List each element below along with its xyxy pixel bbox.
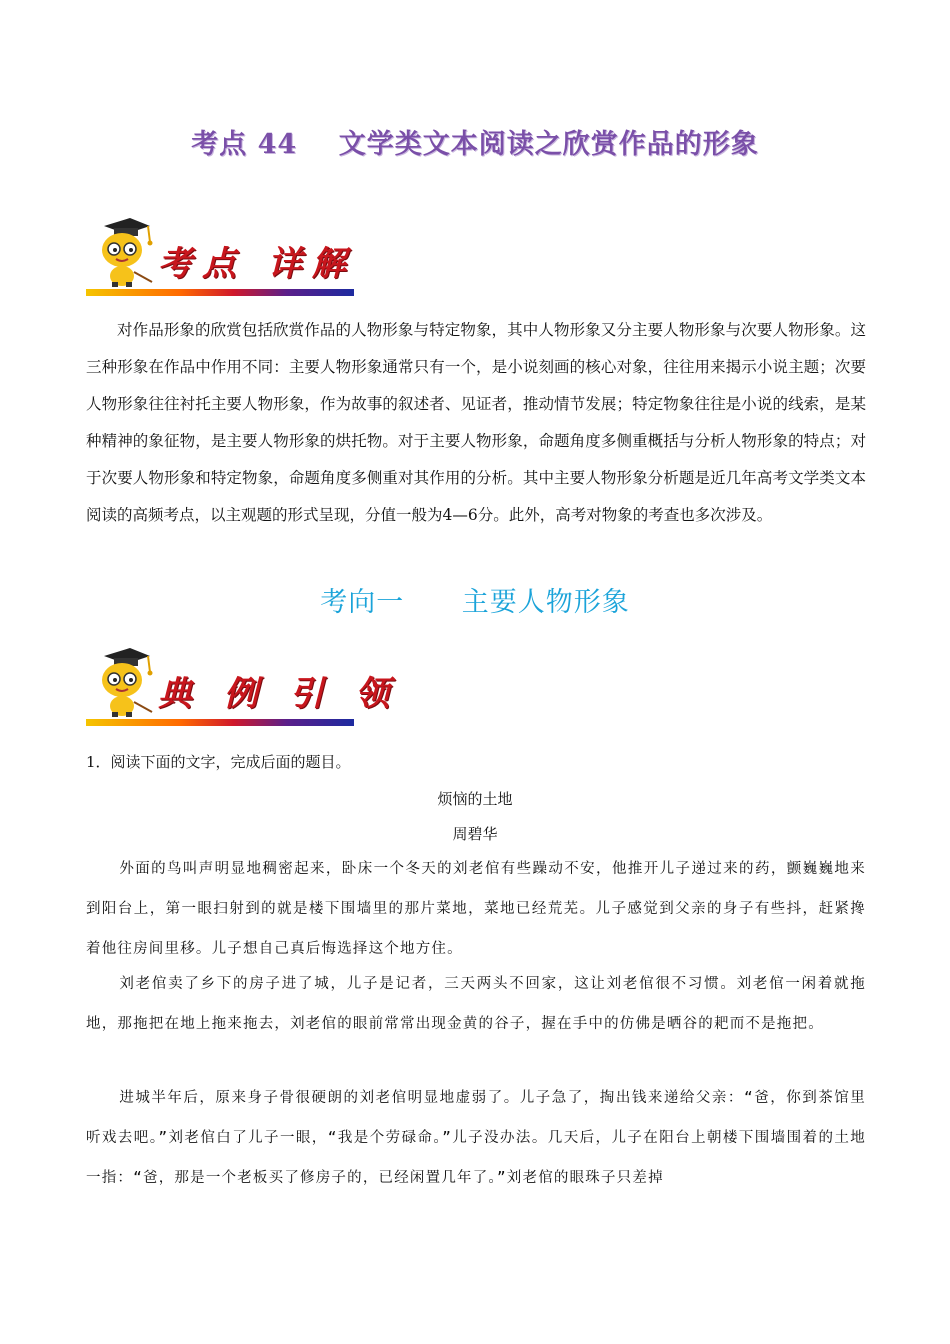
banner-label: 考点 详解 [158, 244, 356, 284]
banner-kaodian-xiangjie [86, 216, 356, 296]
banner-dianli-yinling [86, 646, 400, 726]
banner-label: 典 例 引 领 [158, 674, 400, 714]
story-title: 烦恼的土地 [437, 790, 513, 808]
story-author: 周碧华 [452, 825, 498, 843]
story-paragraph: 进城半年后，原来身子骨很硬朗的刘老倌明显地虚弱了。儿子急了，掏出钱来递给父亲：“爸，你到茶馆里听戏去吧。”刘老倌白了儿子一眼，“我是个劳碌命。”儿子没办法。几天后，儿子在阳台上朝楼下围墙围着的土地一指：“爸，那是一个老板买了修房子的，已经闲置几年了。”刘老倌的眼珠子只差掉 [86, 1090, 866, 1186]
intro-paragraph: 对作品形象的欣赏包括欣赏作品的人物形象与特定物象，其中人物形象又分主要人物形象与次要人物形象。这三种形象在作品中作用不同：主要人物形象通常只有一个，是小说刻画的核心对象，往往用来揭示小说主题；次要人物形象往往衬托主要人物形象，作为故事的叙述者、见证者，推动情节发展；特定物象往往是小说的线索，是某种精神的象征物，是主要人物形象的烘托物。对于主要人物形象，命题角度多侧重概括与分析人物形象的特点；对于次要人物形象和特定物象，命题角度多侧重对其作用的分析。其中主要人物形象分析题是近几年高考文学类文本阅读的高频考点，以主观题的形式呈现，分值一般为4—6分。此外，高考对物象的考查也多次涉及。 [86, 321, 866, 524]
scholar-mascot-icon [90, 216, 154, 288]
section-title: 考向一 主要人物形象 [320, 587, 630, 618]
story-paragraph: 外面的鸟叫声明显地稠密起来，卧床一个冬天的刘老倌有些躁动不安，他推开儿子递过来的药，颤巍巍地来到阳台上，第一眼扫射到的就是楼下围墙里的那片菜地，菜地已经荒芜。儿子感觉到父亲的身子有些抖，赶紧搀着他往房间里移。儿子想自己真后悔选择这个地方住。 [86, 861, 866, 957]
scholar-mascot-icon [90, 646, 154, 718]
story-paragraph: 刘老倌卖了乡下的房子进了城，儿子是记者，三天两头不回家，这让刘老倌很不习惯。刘老倌一闲着就拖地，那拖把在地上拖来拖去，刘老倌的眼前常常出现金黄的谷子，握在手中的仿佛是晒谷的耙而不是拖把。 [86, 976, 866, 1032]
page-title: 考点 44 文学类文本阅读之欣赏作品的形象 [191, 129, 759, 160]
question-prompt: 1．阅读下面的文字，完成后面的题目。 [86, 753, 351, 771]
banner-underline [86, 289, 354, 296]
banner-underline [86, 719, 354, 726]
